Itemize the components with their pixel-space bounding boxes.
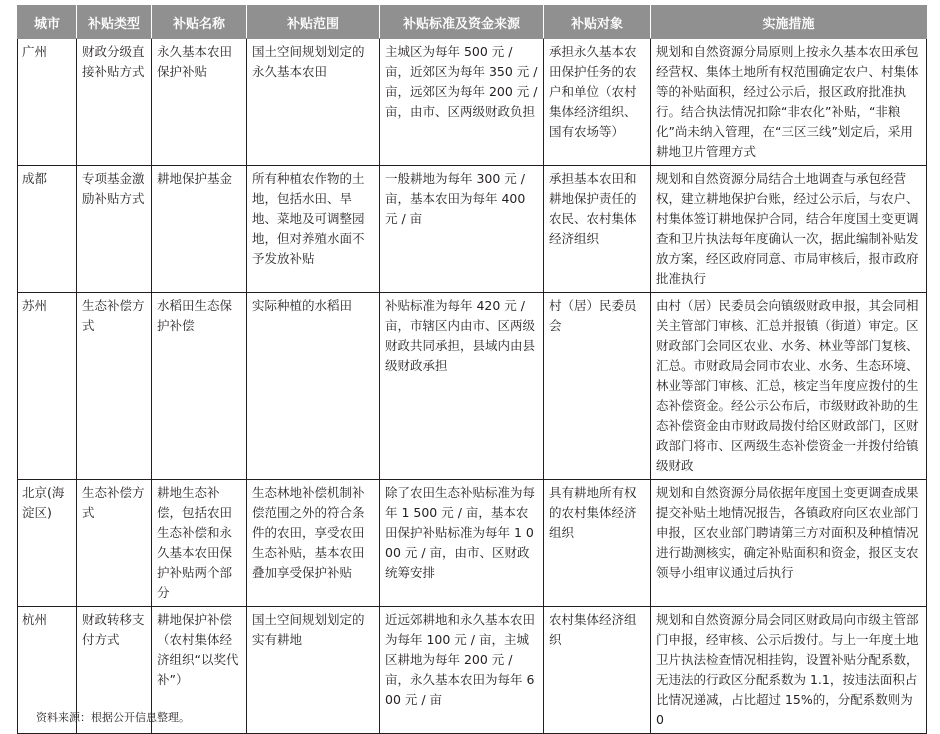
table-row	[18, 480, 927, 607]
cell-target: 村（居）民委员会	[544, 293, 651, 480]
cell-scope: 实际种植的水稻田	[247, 293, 380, 480]
table-row	[18, 166, 927, 293]
cell-type: 专项基金激励补贴方式	[77, 166, 152, 293]
header-subsidy-type: 补贴类型	[77, 6, 152, 39]
cell-measures: 由村（居）民委员会向镇级财政申报，其会同相关主管部门审核、汇总并报镇（街道）审定。区财政部门会同区农业、水务、林业等部门复核、汇总。市财政局会同市农业、水务、生态环境、林业等部门审核、汇总，核定当年度应拨付的生态补偿资金。经公示公布后，市级财政补助的生态补偿资金由市财政局拨付给区财政部门，区财政部门将市、区两级生态补偿资金一并拨付给镇级财政	[651, 293, 927, 480]
cell-scope: 所有种植农作物的土地，包括水田、旱地、菜地及可调整园地，但对养殖水面不予发放补贴	[247, 166, 380, 293]
cell-standard: 除了农田生态补贴标准为每年 1 500 元 / 亩，基本农田保护补贴标准为每年 1 000 元 / 亩，由市、区财政统筹安排	[380, 480, 544, 607]
cell-city: 杭州	[18, 607, 77, 734]
cell-name: 耕地保护基金	[152, 166, 247, 293]
cell-name: 水稻田生态保护补偿	[152, 293, 247, 480]
cell-city: 成都	[18, 166, 77, 293]
header-measures: 实施措施	[651, 6, 927, 39]
cell-city: 苏州	[18, 293, 77, 480]
header-subsidy-standard: 补贴标准及资金来源	[380, 6, 544, 39]
cell-measures: 规划和自然资源分局会同区财政局向市级主管部门申报，经审核、公示后拨付。与上一年度土地卫片执法检查情况相挂钩，设置补贴分配系数，无违法的行政区分配系数为 1.1，按违法面积占比情况递减，占比超过 15%的，分配系数则为 0	[651, 607, 927, 734]
source-note: 资料来源：根据公开信息整理。	[36, 711, 190, 724]
cell-measures: 规划和自然资源分局结合土地调查与承包经营权，建立耕地保护台账，经过公示后，与农户、村集体签订耕地保护合同，结合年度国土变更调查和卫片执法每年度确认一次，据此编制补贴发放方案，经区政府同意、市局审核后，报市政府批准执行	[651, 166, 927, 293]
header-city: 城市	[18, 6, 77, 39]
cell-scope: 生态林地补偿机制补偿范围之外的符合条件的农田，享受农田生态补贴，基本农田叠加享受保护补贴	[247, 480, 380, 607]
cell-measures: 规划和自然资源分局原则上按永久基本农田承包经营权、集体土地所有权范围确定农户、村集体等的补贴面积，经过公示后，报区政府批准执行。结合执法情况扣除“非农化”补贴，“非粮化”尚未纳入管理，在“三区三线”划定后，采用耕地卫片管理方式	[651, 39, 927, 166]
cell-target: 承担基本农田和耕地保护责任的农民、农村集体经济组织	[544, 166, 651, 293]
subsidy-table	[17, 5, 927, 734]
header-subsidy-name: 补贴名称	[152, 6, 247, 39]
cell-scope: 国土空间规划划定的永久基本农田	[247, 39, 380, 166]
cell-scope: 国土空间规划划定的实有耕地	[247, 607, 380, 734]
cell-standard: 近远郊耕地和永久基本农田为每年 100 元 / 亩，主城区耕地为每年 200 元 / 亩，永久基本农田为每年 600 元 / 亩	[380, 607, 544, 734]
cell-name: 耕地生态补偿，包括农田生态补偿和永久基本农田保护补贴两个部分	[152, 480, 247, 607]
cell-type: 财政分级直接补贴方式	[77, 39, 152, 166]
cell-target: 具有耕地所有权的农村集体经济组织	[544, 480, 651, 607]
header-subsidy-scope: 补贴范围	[247, 6, 380, 39]
cell-target: 承担永久基本农田保护任务的农户和单位（农村集体经济组织、国有农场等）	[544, 39, 651, 166]
cell-standard: 补贴标准为每年 420 元 / 亩，市辖区内由市、区两级财政共同承担，县域内由县级财政承担	[380, 293, 544, 480]
header-subsidy-target: 补贴对象	[544, 6, 651, 39]
cell-standard: 主城区为每年 500 元 / 亩，近郊区为每年 350 元 / 亩，远郊区为每年 200 元 / 亩，由市、区两级财政负担	[380, 39, 544, 166]
table-header-row	[18, 6, 927, 39]
cell-type: 生态补偿方式	[77, 480, 152, 607]
cell-type: 财政转移支付方式	[77, 607, 152, 734]
cell-name: 永久基本农田保护补贴	[152, 39, 247, 166]
cell-measures: 规划和自然资源分局依据年度国土变更调查成果提交补贴土地情况报告，各镇政府向区农业部门申报，区农业部门聘请第三方对面积及种植情况进行勘测核实，确定补贴面积和资金，报区支农领导小组审议通过后执行	[651, 480, 927, 607]
cell-target: 农村集体经济组织	[544, 607, 651, 734]
cell-name: 耕地保护补偿（农村集体经济组织“以奖代补”）	[152, 607, 247, 734]
cell-city: 广州	[18, 39, 77, 166]
cell-city: 北京(海淀区)	[18, 480, 77, 607]
cell-type: 生态补偿方式	[77, 293, 152, 480]
table-row	[18, 293, 927, 480]
table-row	[18, 39, 927, 166]
cell-standard: 一般耕地为每年 300 元 / 亩，基本农田为每年 400 元 / 亩	[380, 166, 544, 293]
